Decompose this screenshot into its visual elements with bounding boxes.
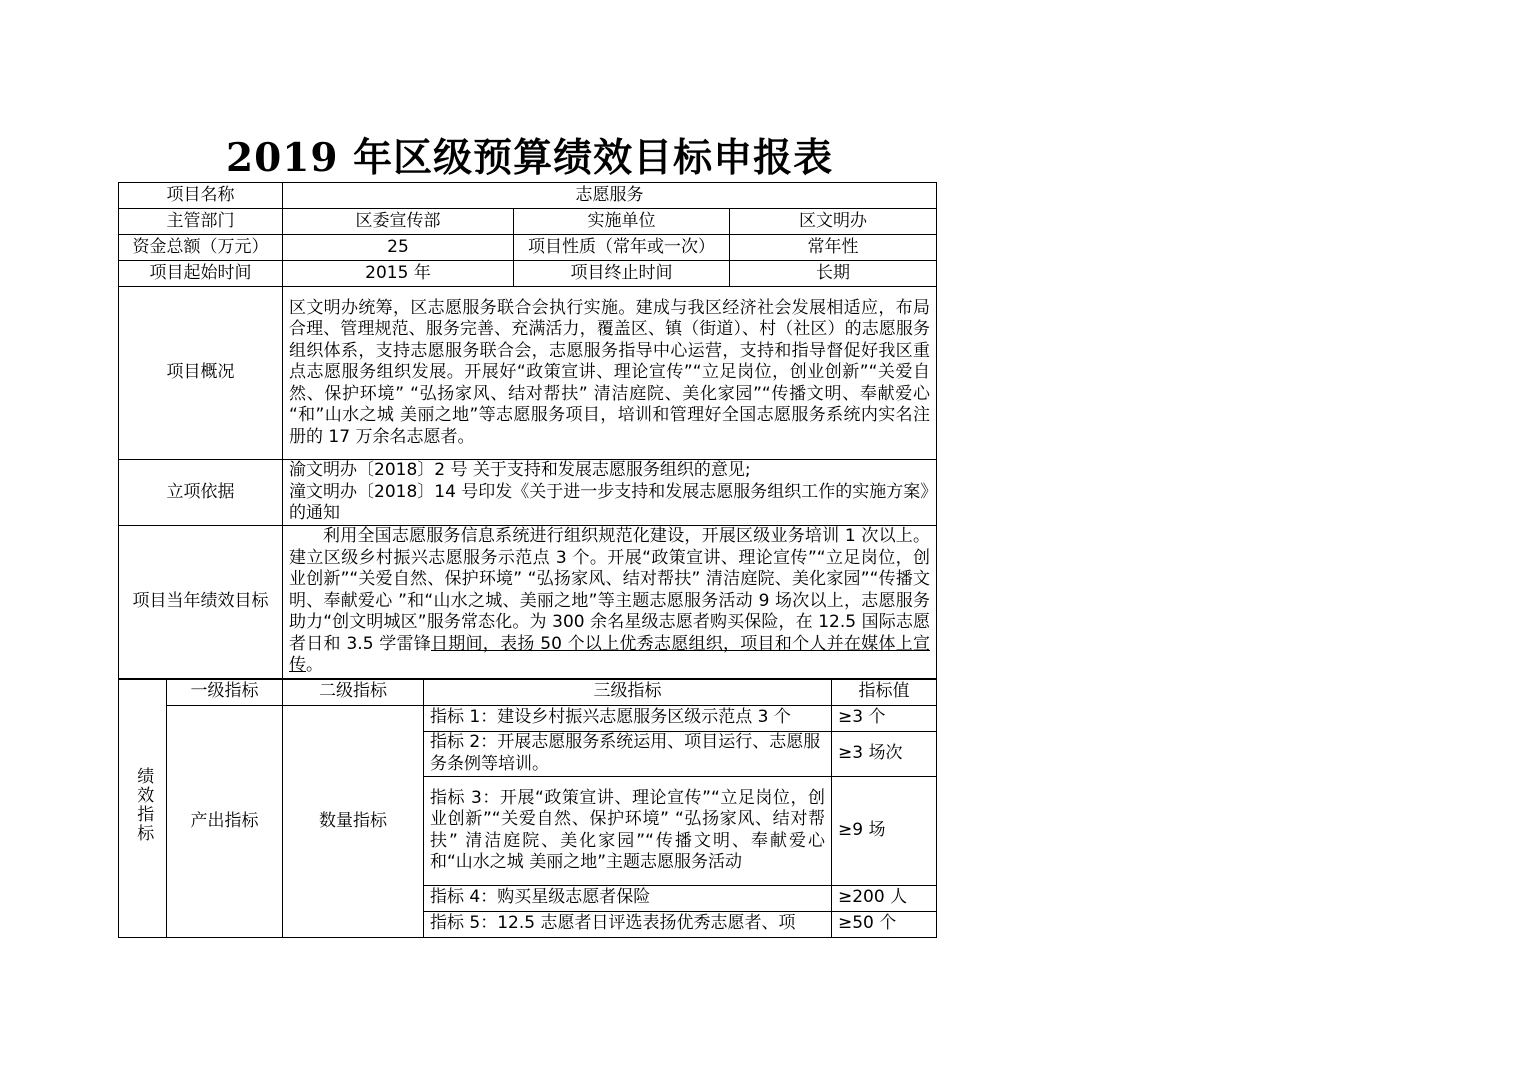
indicator-section-label bbox=[119, 679, 167, 938]
end-label: 项目终止时间 bbox=[514, 261, 730, 287]
nature-value: 常年性 bbox=[730, 235, 937, 261]
goal-main: 利用全国志愿服务信息系统进行组织规范化建设，开展区级业务培训 1 次以上。建立区级乡村振兴志愿服务示范点 3 个。开展“政策宣讲、理论宣传”“立足岗位，创业创新”“关爱自然、保护环境” “弘扬家风、结对帮扶” 清洁庭院、美化家园”“传播文明、奉献爱心 ”和“山水之城、美丽之地”等主题志愿服务活动 9 场次以上，志愿服务助力“创文明城区”服务常态化。为 300 余名星级志愿者购买保险，在 12.5 国际志愿者日和 3.5 学雷锋 bbox=[289, 526, 930, 654]
unit-value: 区文明办 bbox=[730, 209, 937, 235]
basis-line-2: 潼文明办〔2018〕14 号印发《关于进一步支持和发展志愿服务组织工作的实施方案》的通知 bbox=[289, 481, 929, 523]
goal-underlined: 日期间，表扬 50 个以上优秀志愿组织，项目和个人并在媒体上宣传 bbox=[289, 633, 930, 676]
indicator-1-text: 指标 1：建设乡村振兴志愿服务区级示范点 3 个 bbox=[424, 705, 832, 731]
indicator-2-text: 指标 2：开展志愿服务系统运用、项目运行、志愿服务条例等培训。 bbox=[424, 731, 832, 776]
dept-label: 主管部门 bbox=[119, 209, 283, 235]
budget-form bbox=[118, 182, 936, 938]
end-value: 长期 bbox=[730, 261, 937, 287]
indicator-section-text: 绩效指标 bbox=[133, 767, 154, 843]
page-title: 2019 年区级预算绩效目标申报表 bbox=[226, 135, 834, 181]
fund-label: 资金总额（万元） bbox=[119, 235, 283, 261]
basis-label: 立项依据 bbox=[119, 460, 283, 526]
dept-value: 区委宣传部 bbox=[283, 209, 514, 235]
goal-label: 项目当年绩效目标 bbox=[119, 525, 283, 678]
basis-cell bbox=[283, 460, 937, 526]
indicator-4-text: 指标 4：购买星级志愿者保险 bbox=[424, 885, 832, 911]
goal-text bbox=[283, 525, 937, 678]
level2-quantity: 数量指标 bbox=[283, 705, 424, 938]
indicator-5-value: ≥50 个 bbox=[832, 911, 937, 937]
header-level2: 二级指标 bbox=[283, 679, 424, 705]
header-level1: 一级指标 bbox=[167, 679, 283, 705]
start-label: 项目起始时间 bbox=[119, 261, 283, 287]
nature-label: 项目性质（常年或一次） bbox=[514, 235, 730, 261]
project-info-table bbox=[118, 182, 937, 679]
goal-end: 。 bbox=[306, 655, 323, 676]
indicator-2-value: ≥3 场次 bbox=[832, 731, 937, 776]
indicator-table bbox=[118, 679, 937, 939]
project-name-label: 项目名称 bbox=[119, 183, 283, 209]
indicator-1-value: ≥3 个 bbox=[832, 705, 937, 731]
unit-label: 实施单位 bbox=[514, 209, 730, 235]
overview-label: 项目概况 bbox=[119, 287, 283, 460]
indicator-5-text: 指标 5：12.5 志愿者日评选表扬优秀志愿者、项 bbox=[424, 911, 832, 937]
indicator-3-text: 指标 3：开展“政策宣讲、理论宣传”“立足岗位，创业创新”“关爱自然、保护环境” “弘扬家风、结对帮扶” 清洁庭院、美化家园”“传播文明、奉献爱心和“山水之城 美丽之地”主题志愿服务活动 bbox=[424, 776, 832, 885]
level1-output: 产出指标 bbox=[167, 705, 283, 938]
overview-text: 区文明办统筹，区志愿服务联合会执行实施。建成与我区经济社会发展相适应，布局合理、管理规范、服务完善、充满活力，覆盖区、镇（街道）、村（社区）的志愿服务组织体系，支持志愿服务联合会，志愿服务指导中心运营，支持和指导督促好我区重点志愿服务组织发展。开展好“政策宣讲、理论宣传”“立足岗位，创业创新”“关爱自然、保护环境” “弘扬家风、结对帮扶” 清洁庭院、美化家园”“传播文明、奉献爱心 “和”山水之城 美丽之地”等志愿服务项目，培训和管理好全国志愿服务系统内实名注册的 17 万余名志愿者。 bbox=[283, 287, 937, 460]
header-level3: 三级指标 bbox=[424, 679, 832, 705]
header-value: 指标值 bbox=[832, 679, 937, 705]
indicator-4-value: ≥200 人 bbox=[832, 885, 937, 911]
fund-value: 25 bbox=[283, 235, 514, 261]
project-name-value: 志愿服务 bbox=[283, 183, 937, 209]
indicator-3-value: ≥9 场 bbox=[832, 776, 937, 885]
basis-line-1: 渝文明办〔2018〕2 号 关于支持和发展志愿服务组织的意见; bbox=[289, 460, 751, 480]
start-value: 2015 年 bbox=[283, 261, 514, 287]
